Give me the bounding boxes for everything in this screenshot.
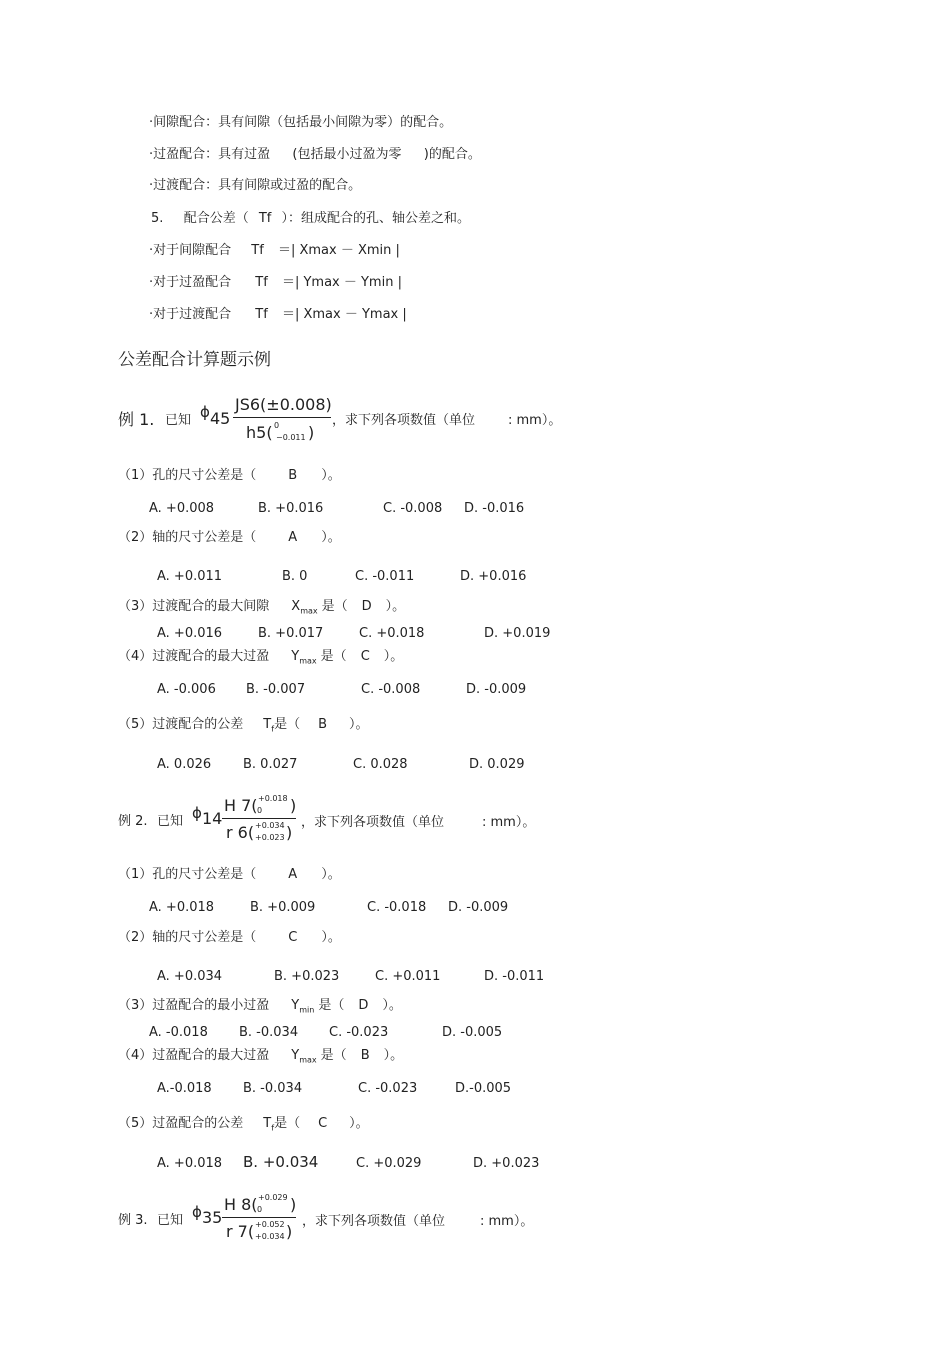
ex2-q1-opt-c: C. -0.018 (367, 900, 427, 915)
section-title: 公差配合计算题示例 (118, 350, 271, 370)
ex1-q2-opt-c: C. -0.011 (355, 569, 415, 584)
ex1-q4-opt-a: A. -0.006 (157, 682, 216, 697)
example-2-tail-b: : mm）。 (482, 815, 536, 830)
ex2-q5-opt-b: B. +0.034 (243, 1153, 319, 1171)
ex1-q3-text: （3）过渡配合的最大间隙 (118, 599, 270, 614)
example-1-known: 已知 (165, 413, 192, 428)
example-1-den-b: ) (308, 423, 315, 442)
ex1-q5-opt-b: B. 0.027 (243, 757, 298, 772)
phi-symbol: ϕ (192, 804, 202, 822)
ex1-q2-opt-a: A. +0.011 (157, 569, 223, 584)
ex2-q1-end: ）。 (321, 867, 341, 882)
ex2-q4-answer: B (360, 1048, 370, 1063)
ex1-q5-is: 是（ (274, 717, 301, 732)
formula-interference-expr: ＝| Ymax － Ymin | (281, 275, 402, 290)
ex1-q2-opt-d: D. +0.016 (460, 569, 527, 584)
example-3-num-b: ) (290, 1195, 297, 1214)
example-3-tail-b: : mm）。 (480, 1214, 534, 1229)
ex2-q3-opt-d: D. -0.005 (442, 1025, 503, 1040)
formula-interference (149, 275, 402, 291)
ex2-q4-opt-b: B. -0.034 (243, 1081, 303, 1096)
example-2-tail-a: ，求下列各项数值（单位 (301, 815, 445, 830)
ex2-q3-opt-c: C. -0.023 (329, 1025, 389, 1040)
formula-clearance-expr: ＝| Xmax － Xmin | (277, 243, 400, 258)
ex2-q4-opt-c: C. -0.023 (358, 1081, 418, 1096)
ex1-q4-subscript: max (299, 656, 317, 666)
ex1-q5-opt-c: C. 0.028 (353, 757, 408, 772)
ex2-q1-opt-d: D. -0.009 (448, 900, 509, 915)
example-3-den-lower: +0.034 (255, 1232, 285, 1241)
ex1-q5-end: ）。 (349, 717, 369, 732)
ex2-q3-is: 是（ (318, 998, 345, 1013)
example-3-den-upper: +0.052 (255, 1220, 285, 1229)
example-2-num-a: H 7( (224, 796, 258, 815)
ex1-q1-opt-a: A. +0.008 (149, 501, 215, 516)
formula-transition-tf: Tf (255, 307, 268, 322)
ex1-q5-subscript: f (271, 724, 275, 734)
def-tf-num: 5. (151, 211, 164, 226)
ex1-q5 (118, 717, 369, 738)
ex1-q2-opt-b: B. 0 (282, 569, 308, 584)
example-3-num-upper: +0.029 (258, 1193, 288, 1202)
ex1-q4-text: （4）过渡配合的最大过盈 (118, 649, 270, 664)
ex2-q5-opt-a: A. +0.018 (157, 1156, 223, 1171)
fraction-bar (233, 417, 331, 418)
ex2-q4-text: （4）过盈配合的最大过盈 (118, 1048, 270, 1063)
example-2-den-lower: +0.023 (255, 833, 285, 842)
example-3-header (118, 1189, 718, 1245)
ex2-q2-text: （2）轴的尺寸公差是（ (118, 930, 257, 945)
example-1-label: 例 1. (118, 410, 155, 429)
ex1-q5-opt-a: A. 0.026 (157, 757, 212, 772)
ex1-q2-answer: A (288, 530, 298, 545)
ex1-q5-text: （5）过渡配合的公差 (118, 717, 244, 732)
ex2-q2-opt-d: D. -0.011 (484, 969, 545, 984)
example-3-den-b: ) (286, 1222, 293, 1241)
ex1-q4-symbol: Y (291, 649, 300, 664)
ex1-q1-opt-c: C. -0.008 (383, 501, 443, 516)
ex2-q1-answer: A (288, 867, 298, 882)
ex1-q3-answer: D (361, 599, 372, 614)
formula-transition-expr: ＝| Xmax － Ymax | (281, 307, 407, 322)
ex1-q3-symbol: X (291, 599, 301, 614)
def-tf (151, 211, 470, 227)
def-tf-b: Tf (258, 211, 272, 226)
ex1-q1-answer: B (288, 468, 298, 483)
ex1-q3-end: ）。 (385, 599, 406, 614)
ex1-q3-is: 是（ (321, 599, 348, 614)
formula-transition-label: ·对于过渡配合 (149, 307, 232, 322)
ex2-q3-opt-b: B. -0.034 (239, 1025, 299, 1040)
def-interference (149, 147, 481, 163)
ex2-q2-answer: C (288, 930, 298, 945)
ex2-q3-text: （3）过盈配合的最小过盈 (118, 998, 270, 1013)
example-1-den-lower: −0.011 (276, 433, 306, 442)
ex1-q4-opt-c: C. -0.008 (361, 682, 421, 697)
formula-interference-label: ·对于过盈配合 (149, 275, 232, 290)
def-interference-b: (包括最小过盈为零 (292, 147, 402, 162)
example-2-den-b: ) (286, 823, 293, 842)
example-1-size: 45 (210, 409, 231, 428)
ex2-q4-subscript: max (299, 1055, 317, 1065)
ex2-q4-is: 是（ (320, 1048, 347, 1063)
ex1-q3-opt-d: D. +0.019 (484, 626, 551, 641)
def-tf-a: 配合公差（ (183, 211, 249, 226)
ex2-q4-symbol: Y (291, 1048, 300, 1063)
example-1-tail-a: ，求下列各项数值（单位 (332, 413, 476, 428)
example-1-den-upper: 0 (274, 421, 280, 430)
ex2-q5-opt-c: C. +0.029 (356, 1156, 422, 1171)
example-3-known: 已知 (157, 1213, 184, 1228)
ex1-q1-text: （1）孔的尺寸公差是（ (118, 468, 257, 483)
ex1-q1-opt-d: D. -0.016 (464, 501, 525, 516)
ex1-q3-opt-a: A. +0.016 (157, 626, 223, 641)
example-3-num-lower: 0 (257, 1205, 263, 1214)
ex2-q2-opt-c: C. +0.011 (375, 969, 441, 984)
ex2-q3-subscript: min (299, 1005, 315, 1015)
example-1-den-a: h5( (246, 423, 273, 442)
ex2-q1-text: （1）孔的尺寸公差是（ (118, 867, 257, 882)
example-1-numerator: JS6(±0.008) (235, 395, 332, 414)
def-interference-a: ·过盈配合：具有过盈 (149, 147, 271, 162)
ex2-q5-answer: C (318, 1116, 328, 1131)
ex2-q5 (118, 1116, 369, 1137)
ex1-q1-opt-b: B. +0.016 (258, 501, 324, 516)
ex1-q3-opt-c: C. +0.018 (359, 626, 425, 641)
phi-symbol: ϕ (192, 1203, 202, 1221)
ex1-q2-end: ）。 (321, 530, 341, 545)
ex2-q5-is: 是（ (274, 1116, 301, 1131)
fraction-bar (222, 1217, 296, 1218)
ex2-q5-text: （5）过盈配合的公差 (118, 1116, 244, 1131)
example-3-tail-a: ，求下列各项数值（单位 (302, 1214, 446, 1229)
ex2-q3-end: ）。 (382, 998, 402, 1013)
example-3-label: 例 3. (118, 1213, 148, 1228)
example-2-header (118, 790, 718, 846)
ex1-q4-is: 是（ (320, 649, 347, 664)
def-tf-c: ）：组成配合的孔、轴公差之和。 (281, 211, 471, 226)
ex1-q5-opt-d: D. 0.029 (469, 757, 525, 772)
ex2-q1-opt-b: B. +0.009 (250, 900, 316, 915)
def-clearance: ·间隙配合：具有间隙（包括最小间隙为零）的配合。 (149, 115, 453, 130)
example-2-known: 已知 (157, 814, 184, 829)
ex1-q3-subscript: max (300, 606, 318, 616)
example-3-num-a: H 8( (224, 1195, 258, 1214)
example-2-size: 14 (202, 809, 223, 828)
ex1-q4-answer: C (360, 649, 370, 664)
ex1-q3-opt-b: B. +0.017 (258, 626, 324, 641)
ex2-q5-opt-d: D. +0.023 (473, 1156, 540, 1171)
example-2-num-lower: 0 (257, 806, 263, 815)
ex2-q4-opt-d: D.-0.005 (455, 1081, 512, 1096)
ex1-q4-opt-b: B. -0.007 (246, 682, 306, 697)
ex1-q5-answer: B (318, 717, 327, 732)
ex2-q4-end: ）。 (383, 1048, 404, 1063)
formula-transition (149, 307, 407, 323)
ex2-q5-end: ）。 (349, 1116, 369, 1131)
ex2-q3-answer: D (358, 998, 369, 1013)
ex1-q3 (118, 599, 405, 620)
ex1-q1-end: ）。 (321, 468, 341, 483)
formula-interference-tf: Tf (255, 275, 268, 290)
ex2-q2 (118, 930, 341, 946)
phi-symbol: ϕ (200, 403, 210, 421)
ex2-q2-opt-a: A. +0.034 (157, 969, 223, 984)
fraction-bar (222, 818, 296, 819)
def-interference-c: )的配合。 (423, 147, 481, 162)
ex2-q5-subscript: f (271, 1123, 275, 1133)
ex1-q2-text: （2）轴的尺寸公差是（ (118, 530, 257, 545)
example-1-header (118, 395, 718, 445)
formula-clearance-label: ·对于间隙配合 (149, 243, 232, 258)
ex2-q3-symbol: Y (291, 998, 300, 1013)
ex2-q1 (118, 867, 341, 883)
formula-clearance (149, 243, 400, 259)
example-2-den-upper: +0.034 (255, 821, 285, 830)
ex1-q4 (118, 649, 403, 670)
example-2-den-a: r 6( (226, 823, 255, 842)
ex2-q1-opt-a: A. +0.018 (149, 900, 215, 915)
ex2-q5-symbol: T (263, 1116, 272, 1131)
ex2-q3 (118, 998, 402, 1019)
ex2-q2-end: ）。 (321, 930, 341, 945)
example-1-tail-b: : mm）。 (508, 413, 562, 428)
formula-clearance-tf: Tf (251, 243, 264, 258)
def-transition: ·过渡配合：具有间隙或过盈的配合。 (149, 178, 362, 193)
ex2-q2-opt-b: B. +0.023 (274, 969, 340, 984)
ex1-q2 (118, 530, 341, 546)
example-3-size: 35 (202, 1208, 223, 1227)
example-2-num-upper: +0.018 (258, 794, 288, 803)
example-2-num-b: ) (290, 796, 297, 815)
ex1-q1 (118, 468, 341, 484)
ex2-q4 (118, 1048, 403, 1069)
example-2-label: 例 2. (118, 814, 148, 829)
ex2-q4-opt-a: A.-0.018 (157, 1081, 212, 1096)
ex2-q3-opt-a: A. -0.018 (149, 1025, 208, 1040)
ex1-q4-end: ）。 (383, 649, 404, 664)
ex1-q4-opt-d: D. -0.009 (466, 682, 527, 697)
ex1-q5-symbol: T (263, 717, 272, 732)
example-3-den-a: r 7( (226, 1222, 255, 1241)
